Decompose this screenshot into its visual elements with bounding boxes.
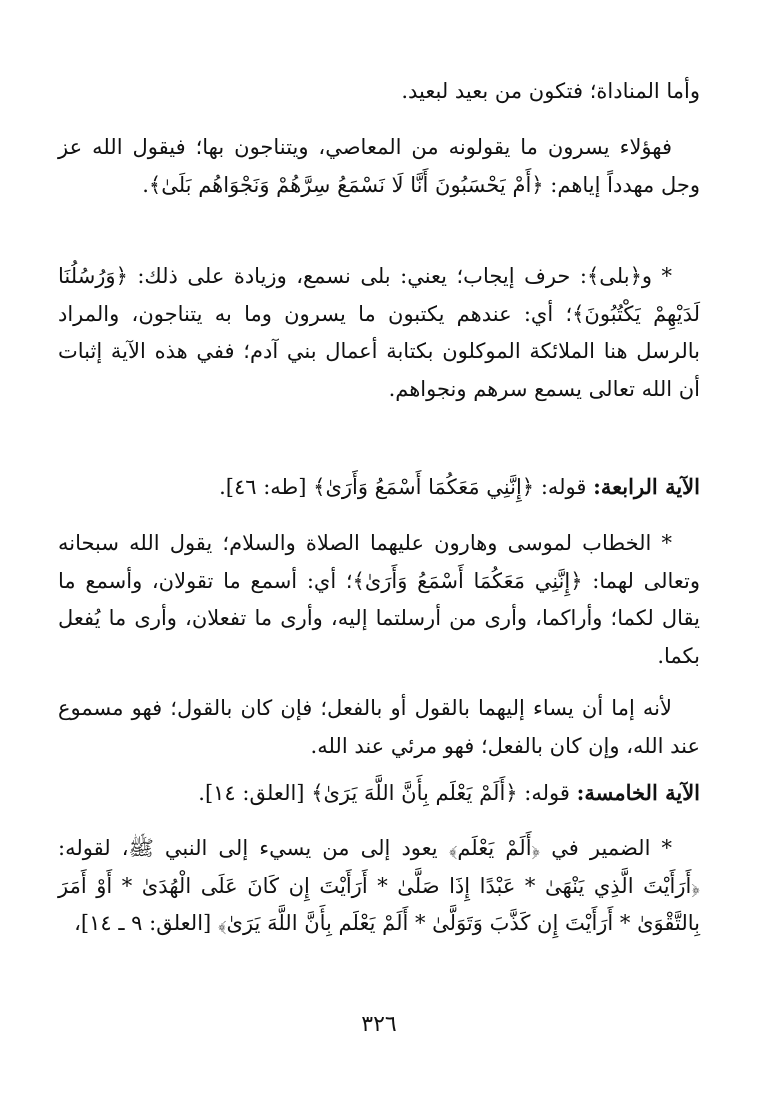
heading-fifth-verse-label: الآية الخامسة:	[576, 780, 700, 805]
paragraph-harm-word-deed: لأنه إما أن يساء إليهما بالقول أو بالفعل؛ فإن كان بالقول؛ فهو مسموع عند الله، وإن كان بالفعل؛ فهو مرئي عند الله.	[58, 696, 700, 758]
quran-reference-alaq: [العلق: ١٤].	[198, 781, 305, 805]
paragraph-pronoun-explanation: * الضمير في ﴿أَلَمْ يَعْلَم﴾ يعود إلى من يسيء إلى النبي ﷺ، لقوله: ﴿أَرَأَيْتَ الَّذِي يَنْهَىٰ * عَبْدًا إِذَا صَلَّىٰ * أَرَأَيْتَ إِن كَانَ عَلَى الْهُدَىٰ * أَوْ أَمَرَ بِالتَّقْوَىٰ * أَرَأَيْتَ إِن كَذَّبَ وَتَوَلَّىٰ * أَلَمْ يَعْلَم بِأَنَّ اللَّهَ يَرَىٰ﴾ [العلق: ٩ ـ ١٤]،	[58, 836, 700, 935]
quran-quote-alaq: ﴿أَلَمْ يَعْلَم بِأَنَّ اللَّهَ يَرَىٰ﴾	[311, 781, 518, 805]
paragraph-call-distance: وأما المناداة؛ فتكون من بعيد لبعيد.	[401, 79, 700, 103]
page-number: ٣٢٦	[361, 1012, 397, 1037]
book-page	[58, 0, 700, 1105]
heading-fourth-verse-intro: قوله:	[540, 475, 587, 499]
quran-quote-taha: ﴿إِنَّنِي مَعَكُمَا أَسْمَعُ وَأَرَىٰ﴾	[313, 475, 535, 499]
paragraph-secret-talk: فهؤلاء يسرون ما يقولونه من المعاصي، ويتناجون بها؛ فيقول الله عز وجل مهدداً إياهم: ﴿أَمْ يَحْسَبُونَ أَنَّا لَا نَسْمَعُ سِرَّهُمْ وَنَجْوَاهُم بَلَىٰ﴾.	[58, 135, 700, 197]
heading-fourth-verse-label: الآية الرابعة:	[593, 474, 700, 499]
heading-fourth-verse	[58, 468, 700, 507]
paragraph-bala-explanation: * و﴿بلى﴾: حرف إيجاب؛ يعني: بلى نسمع، وزيادة على ذلك: ﴿وَرُسُلُنَا لَدَيْهِمْ يَكْتُبُونَ﴾؛ أي: عندهم يكتبون ما يسرون وما به يتناجون، والمراد بالرسل هنا الملائكة الموكلون بكتابة أعمال بني آدم؛ ففي هذه الآية إثبات أن الله تعالى يسمع سرهم ونجواهم.	[58, 264, 700, 401]
heading-fifth-verse-intro: قوله:	[524, 781, 570, 805]
heading-fifth-verse	[58, 774, 700, 813]
paragraph-moses-aaron: * الخطاب لموسى وهارون عليهما الصلاة والسلام؛ يقول الله سبحانه وتعالى لهما: ﴿إِنَّنِي مَعَكُمَا أَسْمَعُ وَأَرَىٰ﴾؛ أي: أسمع ما تقولان، وأسمع ما يقال لكما؛ وأراكما، وأرى من أرسلتما إليه، وأرى ما تفعلان، وأرى ما يُفعل بكما.	[58, 531, 700, 668]
quran-reference-taha: [طه: ٤٦].	[219, 475, 307, 499]
